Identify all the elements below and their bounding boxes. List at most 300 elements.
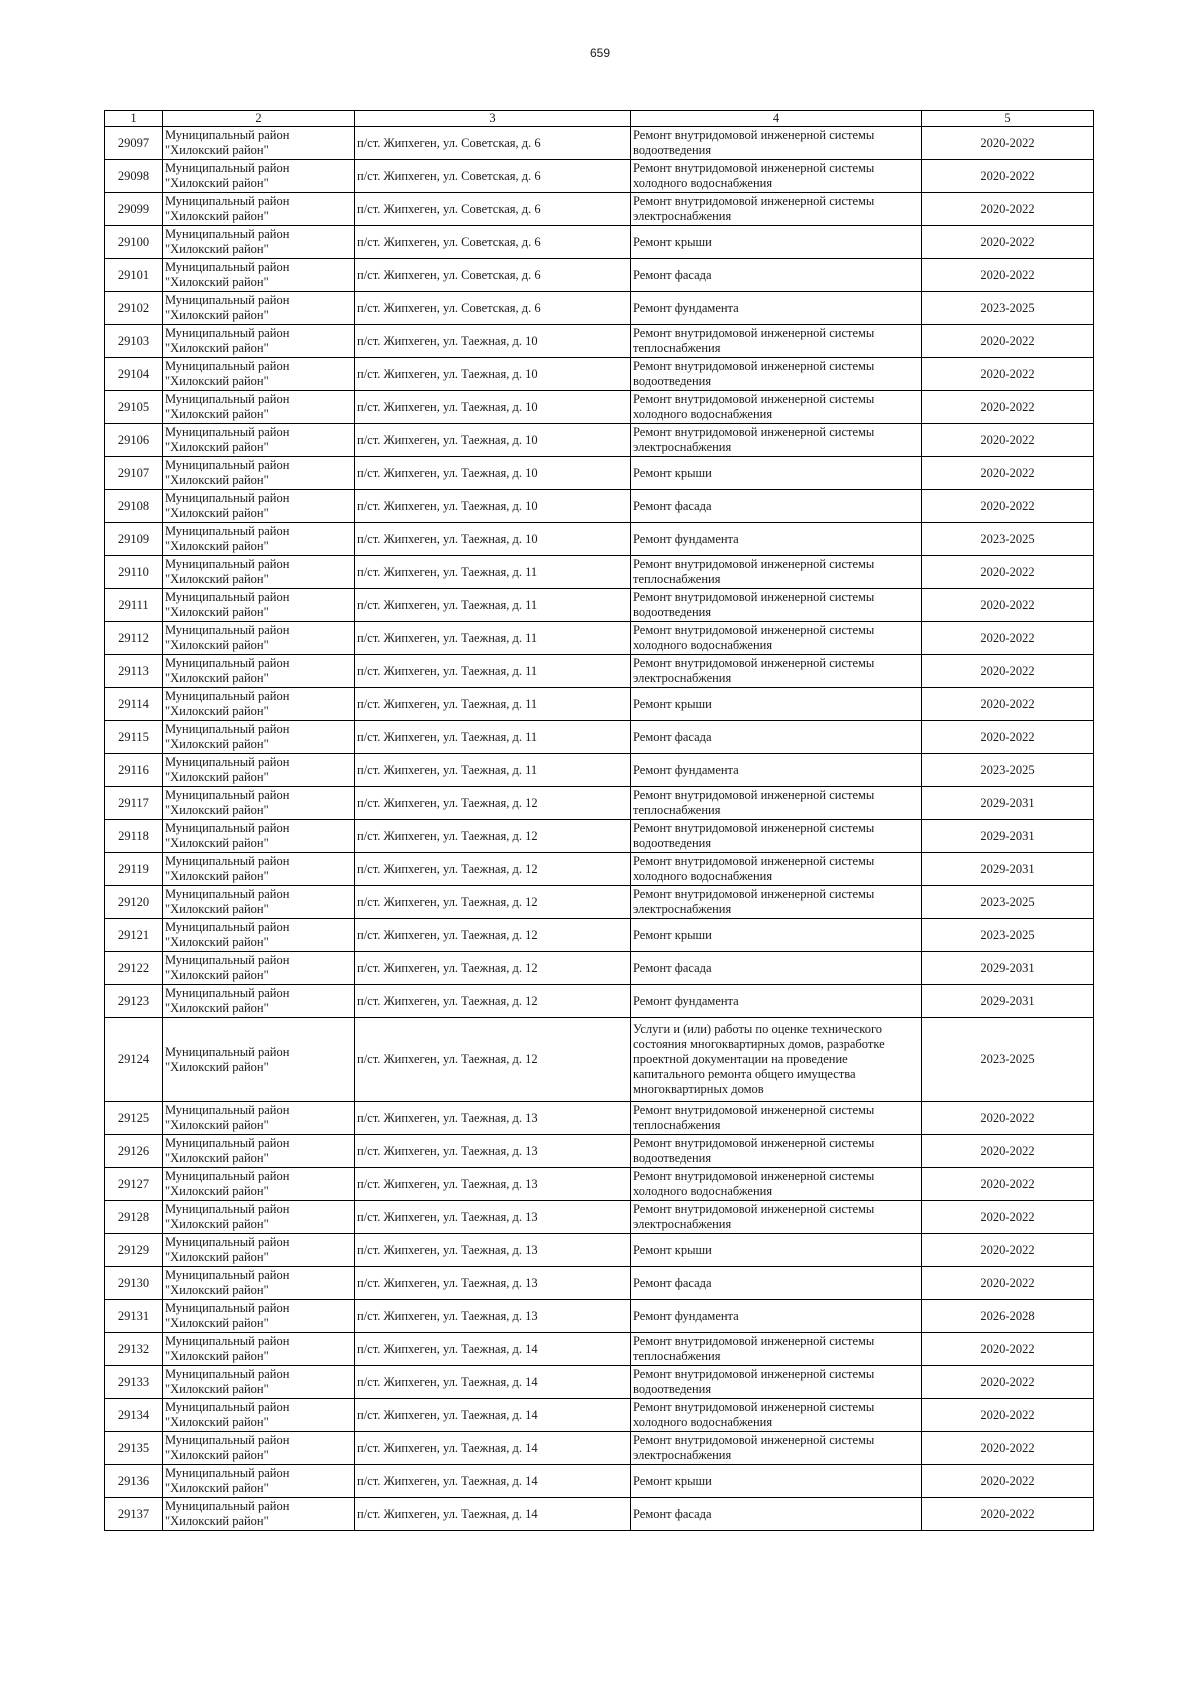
district-cell-line: Муниципальный район (165, 491, 290, 505)
district-cell (163, 523, 355, 556)
address-cell: п/ст. Жипхеген, ул. Таежная, д. 14 (355, 1333, 631, 1366)
district-cell (163, 457, 355, 490)
district-cell (163, 1168, 355, 1201)
district-cell-line: Муниципальный район (165, 1367, 290, 1381)
address-cell: п/ст. Жипхеген, ул. Таежная, д. 14 (355, 1498, 631, 1531)
work-type-cell-line: водоотведения (633, 1382, 712, 1396)
row-number-cell: 29113 (105, 655, 163, 688)
district-cell-line: Муниципальный район (165, 1466, 290, 1480)
period-cell: 2029-2031 (922, 952, 1094, 985)
period-cell: 2026-2028 (922, 1300, 1094, 1333)
work-type-cell-line: водоотведения (633, 1151, 712, 1165)
district-cell (163, 688, 355, 721)
address-cell: п/ст. Жипхеген, ул. Советская, д. 6 (355, 226, 631, 259)
district-cell (163, 391, 355, 424)
table-row (105, 1333, 1094, 1366)
district-cell (163, 1234, 355, 1267)
district-cell (163, 193, 355, 226)
period-cell: 2020-2022 (922, 1135, 1094, 1168)
period-cell: 2023-2025 (922, 919, 1094, 952)
row-number-cell: 29134 (105, 1399, 163, 1432)
row-number-cell: 29107 (105, 457, 163, 490)
district-cell-line: Муниципальный район (165, 1235, 290, 1249)
period-cell: 2020-2022 (922, 391, 1094, 424)
district-cell-line: "Хилокский район" (165, 704, 269, 718)
row-number-cell: 29119 (105, 853, 163, 886)
work-type-cell (631, 589, 922, 622)
work-type-cell (631, 193, 922, 226)
work-type-cell-line: Ремонт внутридомовой инженерной системы (633, 788, 875, 802)
table-row (105, 985, 1094, 1018)
district-cell-line: "Хилокский район" (165, 1283, 269, 1297)
work-type-cell (631, 259, 922, 292)
district-cell (163, 1399, 355, 1432)
district-cell (163, 655, 355, 688)
table-row (105, 292, 1094, 325)
work-type-cell-line: Услуги и (или) работы по оценке технического (633, 1022, 883, 1036)
row-number-cell: 29098 (105, 160, 163, 193)
work-type-cell-line: холодного водоснабжения (633, 407, 773, 421)
district-cell-line: "Хилокский район" (165, 506, 269, 520)
address-cell: п/ст. Жипхеген, ул. Таежная, д. 12 (355, 952, 631, 985)
district-cell-line: Муниципальный район (165, 227, 290, 241)
district-cell-line: "Хилокский район" (165, 1349, 269, 1363)
district-cell-line: Муниципальный район (165, 293, 290, 307)
period-cell: 2023-2025 (922, 886, 1094, 919)
column-header-5: 5 (922, 111, 1094, 127)
address-cell: п/ст. Жипхеген, ул. Советская, д. 6 (355, 259, 631, 292)
district-cell-line: "Хилокский район" (165, 242, 269, 256)
district-cell-line: Муниципальный район (165, 425, 290, 439)
district-cell (163, 820, 355, 853)
district-cell (163, 1201, 355, 1234)
period-cell: 2020-2022 (922, 1432, 1094, 1465)
work-type-cell-line: водоотведения (633, 143, 712, 157)
period-cell: 2020-2022 (922, 589, 1094, 622)
work-type-cell (631, 1498, 922, 1531)
address-cell: п/ст. Жипхеген, ул. Советская, д. 6 (355, 160, 631, 193)
district-cell-line: Муниципальный район (165, 326, 290, 340)
work-type-cell (631, 358, 922, 391)
work-type-cell (631, 919, 922, 952)
period-cell: 2020-2022 (922, 358, 1094, 391)
work-type-cell (631, 424, 922, 457)
work-type-cell-line: Ремонт фундамента (633, 993, 739, 1008)
district-cell-line: "Хилокский район" (165, 935, 269, 949)
district-cell-line: Муниципальный район (165, 260, 290, 274)
work-type-cell-line: Ремонт внутридомовой инженерной системы (633, 161, 875, 175)
district-cell-line: Муниципальный район (165, 194, 290, 208)
address-cell: п/ст. Жипхеген, ул. Таежная, д. 11 (355, 589, 631, 622)
work-type-cell-line: многоквартирных домов (633, 1082, 764, 1096)
work-type-cell (631, 1465, 922, 1498)
work-type-cell-line: Ремонт внутридомовой инженерной системы (633, 854, 875, 868)
district-cell (163, 1498, 355, 1531)
district-cell-line: "Хилокский район" (165, 176, 269, 190)
period-cell: 2023-2025 (922, 754, 1094, 787)
work-type-cell-line: Ремонт внутридомовой инженерной системы (633, 194, 875, 208)
district-cell (163, 589, 355, 622)
work-type-cell-line: Ремонт фасада (633, 729, 712, 744)
work-type-cell-line: электроснабжения (633, 440, 732, 454)
district-cell-line: Муниципальный район (165, 359, 290, 373)
address-cell: п/ст. Жипхеген, ул. Таежная, д. 12 (355, 1018, 631, 1102)
table-row (105, 1465, 1094, 1498)
period-cell: 2020-2022 (922, 655, 1094, 688)
work-type-cell (631, 160, 922, 193)
table-row (105, 424, 1094, 457)
table-row (105, 1168, 1094, 1201)
work-type-cell-line: теплоснабжения (633, 341, 721, 355)
district-cell-line: Муниципальный район (165, 524, 290, 538)
work-type-cell (631, 391, 922, 424)
district-cell (163, 1432, 355, 1465)
work-type-cell-line: Ремонт фасада (633, 267, 712, 282)
work-type-cell-line: теплоснабжения (633, 803, 721, 817)
row-number-cell: 29137 (105, 1498, 163, 1531)
address-cell: п/ст. Жипхеген, ул. Таежная, д. 11 (355, 556, 631, 589)
work-type-cell-line: электроснабжения (633, 671, 732, 685)
table-row (105, 1432, 1094, 1465)
work-type-cell (631, 1168, 922, 1201)
work-type-cell-line: Ремонт фасада (633, 1506, 712, 1521)
row-number-cell: 29123 (105, 985, 163, 1018)
district-cell (163, 622, 355, 655)
work-type-cell (631, 292, 922, 325)
work-type-cell-line: Ремонт фундамента (633, 1308, 739, 1323)
row-number-cell: 29100 (105, 226, 163, 259)
address-cell: п/ст. Жипхеген, ул. Таежная, д. 10 (355, 490, 631, 523)
district-cell-line: "Хилокский район" (165, 374, 269, 388)
row-number-cell: 29136 (105, 1465, 163, 1498)
period-cell: 2020-2022 (922, 1234, 1094, 1267)
table-row (105, 655, 1094, 688)
table-row (105, 721, 1094, 754)
period-cell: 2029-2031 (922, 985, 1094, 1018)
district-cell-line: Муниципальный район (165, 854, 290, 868)
table-row (105, 1366, 1094, 1399)
address-cell: п/ст. Жипхеген, ул. Таежная, д. 11 (355, 688, 631, 721)
district-cell-line: Муниципальный район (165, 1301, 290, 1315)
table-row (105, 919, 1094, 952)
district-cell-line: "Хилокский район" (165, 1481, 269, 1495)
work-type-cell-line: Ремонт крыши (633, 1242, 712, 1257)
district-cell (163, 985, 355, 1018)
work-type-cell (631, 622, 922, 655)
row-number-cell: 29133 (105, 1366, 163, 1399)
table-row (105, 226, 1094, 259)
table-row (105, 1018, 1094, 1102)
district-cell-line: Муниципальный район (165, 788, 290, 802)
district-cell-line: Муниципальный район (165, 1202, 290, 1216)
table-row (105, 1498, 1094, 1531)
period-cell: 2020-2022 (922, 1168, 1094, 1201)
district-cell-line: "Хилокский район" (165, 1382, 269, 1396)
address-cell: п/ст. Жипхеген, ул. Таежная, д. 10 (355, 325, 631, 358)
work-type-cell-line: капитального ремонта общего имущества (633, 1067, 856, 1081)
row-number-cell: 29124 (105, 1018, 163, 1102)
table-row (105, 490, 1094, 523)
work-type-cell (631, 886, 922, 919)
district-cell (163, 325, 355, 358)
column-header-3: 3 (355, 111, 631, 127)
district-cell (163, 160, 355, 193)
row-number-cell: 29109 (105, 523, 163, 556)
district-cell-line: "Хилокский район" (165, 902, 269, 916)
address-cell: п/ст. Жипхеген, ул. Таежная, д. 13 (355, 1135, 631, 1168)
work-type-cell (631, 1201, 922, 1234)
row-number-cell: 29103 (105, 325, 163, 358)
row-number-cell: 29131 (105, 1300, 163, 1333)
district-cell-line: "Хилокский район" (165, 1448, 269, 1462)
period-cell: 2020-2022 (922, 226, 1094, 259)
district-cell-line: "Хилокский район" (165, 473, 269, 487)
district-cell-line: "Хилокский район" (165, 671, 269, 685)
work-type-cell-line: холодного водоснабжения (633, 176, 773, 190)
district-cell-line: "Хилокский район" (165, 1217, 269, 1231)
period-cell: 2020-2022 (922, 1333, 1094, 1366)
address-cell: п/ст. Жипхеген, ул. Таежная, д. 12 (355, 787, 631, 820)
address-cell: п/ст. Жипхеген, ул. Таежная, д. 10 (355, 391, 631, 424)
table-row (105, 754, 1094, 787)
work-type-cell-line: Ремонт крыши (633, 696, 712, 711)
district-cell-line: "Хилокский район" (165, 605, 269, 619)
district-cell-line: Муниципальный район (165, 392, 290, 406)
table-row (105, 952, 1094, 985)
district-cell-line: Муниципальный район (165, 920, 290, 934)
table-row (105, 127, 1094, 160)
district-cell-line: Муниципальный район (165, 590, 290, 604)
work-type-cell-line: холодного водоснабжения (633, 1184, 773, 1198)
work-type-cell-line: электроснабжения (633, 902, 732, 916)
row-number-cell: 29126 (105, 1135, 163, 1168)
district-cell-line: "Хилокский район" (165, 1316, 269, 1330)
work-type-cell-line: Ремонт фундамента (633, 762, 739, 777)
table-row (105, 688, 1094, 721)
work-type-cell (631, 490, 922, 523)
work-type-cell-line: Ремонт внутридомовой инженерной системы (633, 557, 875, 571)
district-cell-line: "Хилокский район" (165, 308, 269, 322)
period-cell: 2020-2022 (922, 1399, 1094, 1432)
work-type-cell-line: теплоснабжения (633, 572, 721, 586)
table-row (105, 622, 1094, 655)
table-row (105, 160, 1094, 193)
table-row (105, 457, 1094, 490)
table-row (105, 1234, 1094, 1267)
district-cell (163, 1135, 355, 1168)
row-number-cell: 29129 (105, 1234, 163, 1267)
work-type-cell-line: Ремонт фасада (633, 498, 712, 513)
work-type-cell-line: электроснабжения (633, 1217, 732, 1231)
work-type-cell (631, 655, 922, 688)
district-cell-line: Муниципальный район (165, 1044, 290, 1059)
column-header-1: 1 (105, 111, 163, 127)
address-cell: п/ст. Жипхеген, ул. Таежная, д. 11 (355, 721, 631, 754)
district-cell-line: "Хилокский район" (165, 968, 269, 982)
address-cell: п/ст. Жипхеген, ул. Таежная, д. 14 (355, 1465, 631, 1498)
district-cell-line: Муниципальный район (165, 1400, 290, 1414)
work-type-cell (631, 787, 922, 820)
district-cell-line: "Хилокский район" (165, 407, 269, 421)
district-cell-line: "Хилокский район" (165, 572, 269, 586)
address-cell: п/ст. Жипхеген, ул. Таежная, д. 13 (355, 1300, 631, 1333)
work-type-cell-line: Ремонт фундамента (633, 300, 739, 315)
address-cell: п/ст. Жипхеген, ул. Таежная, д. 12 (355, 985, 631, 1018)
page-number: 659 (589, 46, 611, 60)
district-cell (163, 1465, 355, 1498)
row-number-cell: 29130 (105, 1267, 163, 1300)
table-row (105, 1201, 1094, 1234)
district-cell-line: Муниципальный район (165, 128, 290, 142)
address-cell: п/ст. Жипхеген, ул. Таежная, д. 13 (355, 1168, 631, 1201)
work-type-cell (631, 226, 922, 259)
district-cell-line: "Хилокский район" (165, 341, 269, 355)
work-type-cell (631, 1366, 922, 1399)
table-row (105, 787, 1094, 820)
row-number-cell: 29105 (105, 391, 163, 424)
work-type-cell-line: Ремонт внутридомовой инженерной системы (633, 1400, 875, 1414)
address-cell: п/ст. Жипхеген, ул. Советская, д. 6 (355, 127, 631, 160)
district-cell (163, 556, 355, 589)
district-cell-line: "Хилокский район" (165, 440, 269, 454)
period-cell: 2020-2022 (922, 424, 1094, 457)
table-body (105, 127, 1094, 1531)
row-number-cell: 29115 (105, 721, 163, 754)
row-number-cell: 29108 (105, 490, 163, 523)
work-type-cell-line: Ремонт внутридомовой инженерной системы (633, 326, 875, 340)
work-type-cell-line: Ремонт крыши (633, 927, 712, 942)
work-type-cell (631, 985, 922, 1018)
table-row (105, 259, 1094, 292)
district-cell-line: Муниципальный район (165, 953, 290, 967)
table-row (105, 589, 1094, 622)
work-type-cell-line: Ремонт внутридомовой инженерной системы (633, 1169, 875, 1183)
row-number-cell: 29112 (105, 622, 163, 655)
work-type-cell (631, 325, 922, 358)
table-row (105, 853, 1094, 886)
district-cell-line: "Хилокский район" (165, 143, 269, 157)
work-type-cell-line: холодного водоснабжения (633, 1415, 773, 1429)
work-type-cell (631, 853, 922, 886)
row-number-cell: 29110 (105, 556, 163, 589)
district-cell-line: Муниципальный район (165, 689, 290, 703)
period-cell: 2023-2025 (922, 1018, 1094, 1102)
period-cell: 2020-2022 (922, 1201, 1094, 1234)
address-cell: п/ст. Жипхеген, ул. Таежная, д. 12 (355, 886, 631, 919)
period-cell: 2020-2022 (922, 556, 1094, 589)
district-cell (163, 952, 355, 985)
district-cell (163, 424, 355, 457)
period-cell: 2020-2022 (922, 490, 1094, 523)
row-number-cell: 29122 (105, 952, 163, 985)
table-row (105, 820, 1094, 853)
period-cell: 2020-2022 (922, 1465, 1094, 1498)
work-type-cell (631, 1102, 922, 1135)
period-cell: 2020-2022 (922, 259, 1094, 292)
work-type-cell-line: состояния многоквартирных домов, разработке (633, 1037, 885, 1051)
column-header-2: 2 (163, 111, 355, 127)
district-cell-line: Муниципальный район (165, 1169, 290, 1183)
row-number-cell: 29128 (105, 1201, 163, 1234)
district-cell-line: Муниципальный район (165, 1499, 290, 1513)
work-type-cell (631, 556, 922, 589)
district-cell (163, 127, 355, 160)
work-type-cell (631, 721, 922, 754)
district-cell-line: "Хилокский район" (165, 836, 269, 850)
work-type-cell-line: Ремонт внутридомовой инженерной системы (633, 128, 875, 142)
address-cell: п/ст. Жипхеген, ул. Таежная, д. 13 (355, 1102, 631, 1135)
district-cell-line: "Хилокский район" (165, 275, 269, 289)
work-type-cell-line: водоотведения (633, 374, 712, 388)
work-type-cell-line: Ремонт фундамента (633, 531, 739, 546)
district-cell (163, 358, 355, 391)
work-type-cell-line: Ремонт внутридомовой инженерной системы (633, 1202, 875, 1216)
period-cell: 2029-2031 (922, 787, 1094, 820)
table-row (105, 193, 1094, 226)
period-cell: 2020-2022 (922, 1498, 1094, 1531)
row-number-cell: 29125 (105, 1102, 163, 1135)
table-row (105, 523, 1094, 556)
district-cell-line: "Хилокский район" (165, 1118, 269, 1132)
work-type-cell-line: Ремонт внутридомовой инженерной системы (633, 590, 875, 604)
district-cell-line: "Хилокский район" (165, 803, 269, 817)
table-row (105, 1300, 1094, 1333)
row-number-cell: 29102 (105, 292, 163, 325)
row-number-cell: 29106 (105, 424, 163, 457)
work-type-cell-line: Ремонт внутридомовой инженерной системы (633, 1367, 875, 1381)
work-type-cell-line: Ремонт внутридомовой инженерной системы (633, 656, 875, 670)
row-number-cell: 29111 (105, 589, 163, 622)
district-cell (163, 721, 355, 754)
district-cell-line: "Хилокский район" (165, 1514, 269, 1528)
row-number-cell: 29127 (105, 1168, 163, 1201)
district-cell-line: Муниципальный район (165, 623, 290, 637)
work-type-cell (631, 688, 922, 721)
district-cell-line: Муниципальный район (165, 557, 290, 571)
table-row (105, 358, 1094, 391)
row-number-cell: 29116 (105, 754, 163, 787)
district-cell-line: "Хилокский район" (165, 209, 269, 223)
address-cell: п/ст. Жипхеген, ул. Советская, д. 6 (355, 193, 631, 226)
work-type-cell-line: Ремонт фасада (633, 1275, 712, 1290)
table-row (105, 556, 1094, 589)
row-number-cell: 29097 (105, 127, 163, 160)
work-type-cell (631, 754, 922, 787)
row-number-cell: 29114 (105, 688, 163, 721)
work-type-cell-line: Ремонт внутридомовой инженерной системы (633, 1103, 875, 1117)
district-cell-line: Муниципальный район (165, 161, 290, 175)
table-row (105, 1135, 1094, 1168)
district-cell-line: Муниципальный район (165, 1103, 290, 1117)
work-type-cell (631, 127, 922, 160)
address-cell: п/ст. Жипхеген, ул. Таежная, д. 12 (355, 853, 631, 886)
address-cell: п/ст. Жипхеген, ул. Таежная, д. 14 (355, 1399, 631, 1432)
district-cell (163, 853, 355, 886)
work-type-cell-line: Ремонт внутридомовой инженерной системы (633, 425, 875, 439)
district-cell (163, 226, 355, 259)
district-cell-line: "Хилокский район" (165, 737, 269, 751)
period-cell: 2020-2022 (922, 1267, 1094, 1300)
work-type-cell-line: Ремонт внутридомовой инженерной системы (633, 623, 875, 637)
work-type-cell-line: Ремонт внутридомовой инженерной системы (633, 821, 875, 835)
period-cell: 2020-2022 (922, 721, 1094, 754)
work-type-cell-line: Ремонт внутридомовой инженерной системы (633, 887, 875, 901)
row-number-cell: 29104 (105, 358, 163, 391)
address-cell: п/ст. Жипхеген, ул. Таежная, д. 14 (355, 1366, 631, 1399)
work-type-cell-line: Ремонт крыши (633, 1473, 712, 1488)
work-type-cell-line: Ремонт внутридомовой инженерной системы (633, 1136, 875, 1150)
district-cell-line: Муниципальный район (165, 458, 290, 472)
